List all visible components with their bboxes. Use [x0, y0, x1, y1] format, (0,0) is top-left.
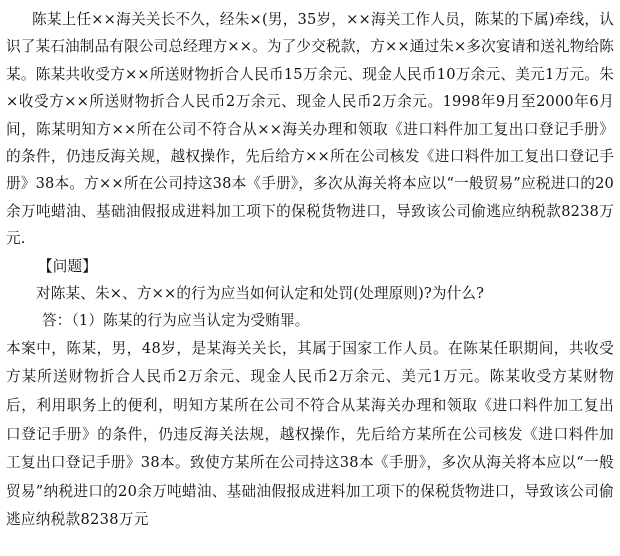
question-section-heading: 【问题】 [38, 257, 97, 275]
question-text: 对陈某、朱×、方××的行为应当如何认定和处罚(处理原则)?为什么? [36, 285, 485, 303]
case-description-paragraph: 陈某上任××海关关长不久，经朱×(男，35岁，××海关工作人员，陈某的下属)牵线，认识了某石油制品有限公司总经理方××。为了少交税款，方××通过朱×多次宴请和送礼物给陈某。陈某共收受方××所送财物折合人民币15万余元、现金人民币10万余元、美元1万元。朱×收受方××所送财物折合人民币2万余元、现金人民币2万余元。1998年9月至2000年6月间，陈某明知方××所在公司不符合从××海关办理和领取《进口料件加工复出口登记手册》的条件，仍违反海关规，越权操作，先后给方××所在公司核发《进口料件加工复出口登记手册》38本。方××所在公司持这38本《手册》，多次从海关将本应以“一般贸易”应税进口的20余万吨蜡油、基础油假报成进料加工项下的保税货物进口，导致该公司偷逃应纳税款8238万元. [6, 11, 614, 248]
answer-intro: 答：（1）陈某的行为应当认定为受贿罪。 [42, 312, 310, 330]
answer-body-paragraph: 本案中，陈某，男，48岁，是某海关关长，其属于国家工作人员。在陈某任职期间，共收受方某所送财物折合人民币2万余元、现金人民币2万余元、美元1万元。陈某收受方某财物后，利用职务上的便利，明知方某所在公司不符合从某海关办理和领取《进口料件加工复出口登记手册》的条件，仍违反海关法规，越权操作，先后给方某所在公司核发《进口料件加工复出口登记手册》38本。致使方某所在公司持这38本《手册》，多次从海关将本应以“一般贸易”纳税进口的20余万吨蜡油、基础油假报成进料加工项下的保税货物进口，导致该公司偷逃应纳税款8238万元 [6, 339, 614, 529]
